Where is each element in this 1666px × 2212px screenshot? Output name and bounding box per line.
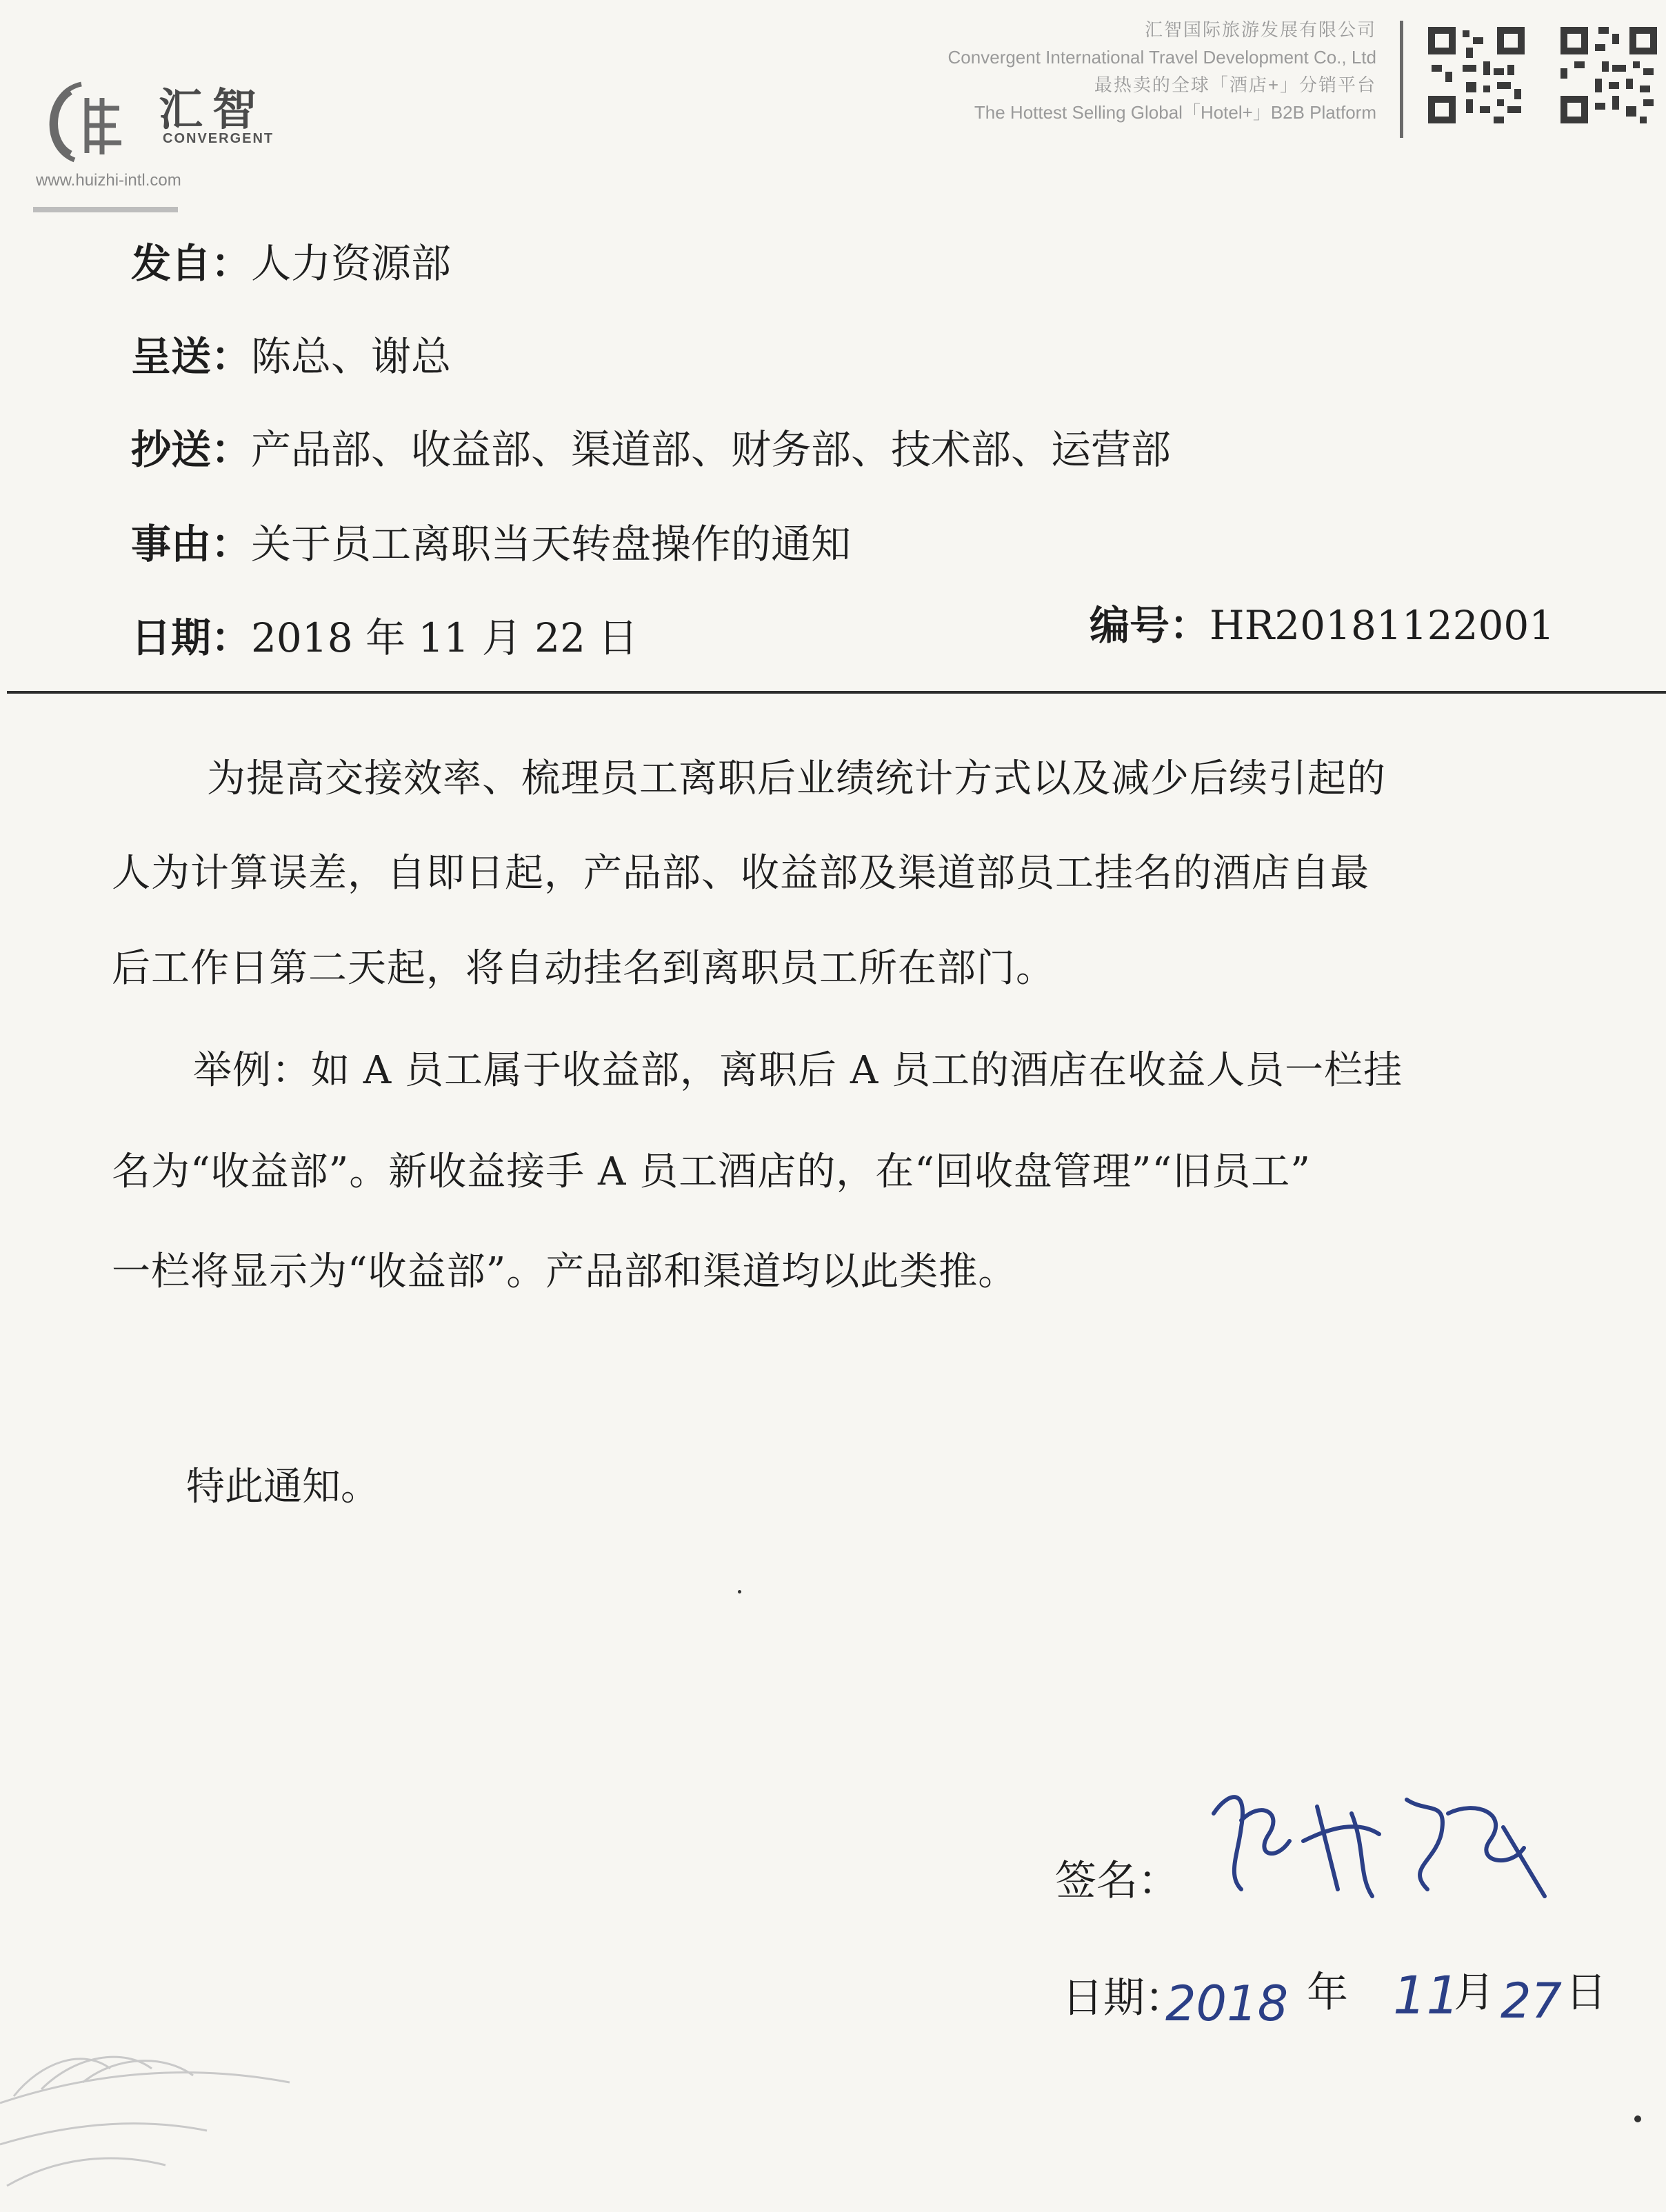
from-label: 发自： [131, 240, 252, 287]
body-line: 名为“收益部”。新收益接手 A 员工酒店的，在“回收盘管理”“旧员工” [112, 1149, 1311, 1194]
signature-label: 签名： [1055, 1857, 1179, 1905]
company-name-cn: 汇智国际旅游发展有限公司 [1144, 19, 1376, 40]
body-line: 人为计算误差，自即日起，产品部、收益部及渠道部员工挂名的酒店自最 [112, 851, 1369, 896]
letterhead-rule [33, 207, 178, 212]
to-label: 呈送： [131, 333, 252, 380]
subject-value: 关于员工离职当天转盘操作的通知 [251, 521, 852, 567]
date-day-handwritten: 27 [1501, 1973, 1563, 2029]
reference-label: 编号： [1090, 602, 1210, 649]
date-value: 2018 年 11 月 22 日 [251, 614, 639, 661]
body-line: 一栏将显示为“收益部”。产品部和渠道均以此类推。 [112, 1249, 1018, 1294]
slogan-cn: 最热卖的全球「酒店+」分销平台 [1094, 74, 1376, 95]
date-year-handwritten: 2018 [1165, 1975, 1289, 2032]
from-field [131, 231, 451, 289]
qr-code-icon [1425, 23, 1528, 127]
logo-chinese-name: 汇智 [159, 85, 266, 136]
handwritten-date [1165, 1951, 1634, 2041]
company-website: www.huizhi-intl.com [36, 171, 181, 190]
subject-label: 事由： [131, 521, 252, 567]
slogan-en: The Hottest Selling Global「Hotel+」B2B Platform [974, 102, 1376, 123]
body-line: 为提高交接效率、梳理员工离职后业绩统计方式以及减少后续引起的 [207, 756, 1386, 801]
from-value: 人力资源部 [251, 240, 452, 287]
to-value: 陈总、谢总 [251, 333, 452, 380]
reference-value: HR20181122001 [1210, 602, 1555, 649]
subject-field [131, 512, 851, 570]
company-name-en: Convergent International Travel Development Co., Ltd [947, 47, 1376, 68]
signature-date-label: 日期： [1062, 1974, 1186, 2022]
date-day-unit: 日 [1565, 1969, 1607, 2017]
letterhead-divider [1400, 21, 1403, 138]
company-info-block [948, 21, 1376, 131]
date-field [131, 605, 638, 663]
closing-line: 特此通知。 [186, 1465, 379, 1509]
reference-number-field [1090, 593, 1554, 651]
speck [1634, 2115, 1641, 2122]
qr-code-icon [1557, 23, 1660, 127]
body-line: 举例：如 A 员工属于收益部，离职后 A 员工的酒店在收益人员一栏挂 [193, 1048, 1403, 1093]
header-separator [7, 691, 1666, 694]
decorative-feather-sketch [0, 2020, 359, 2212]
date-month-handwritten: 11 [1393, 1964, 1460, 2026]
speck [738, 1590, 741, 1593]
convergent-logo-icon [33, 77, 150, 167]
handwritten-signature [1200, 1772, 1572, 1910]
date-label: 日期： [131, 614, 252, 661]
cc-field [131, 417, 1171, 475]
date-year-unit: 年 [1307, 1969, 1348, 2017]
cc-label: 抄送： [131, 426, 252, 473]
date-month-unit: 月 [1454, 1969, 1495, 2017]
to-field [131, 324, 451, 382]
cc-value: 产品部、收益部、渠道部、财务部、技术部、运营部 [251, 426, 1172, 473]
logo-english-name: CONVERGENT [163, 131, 274, 146]
body-line: 后工作日第二天起，将自动挂名到离职员工所在部门。 [112, 946, 1055, 991]
